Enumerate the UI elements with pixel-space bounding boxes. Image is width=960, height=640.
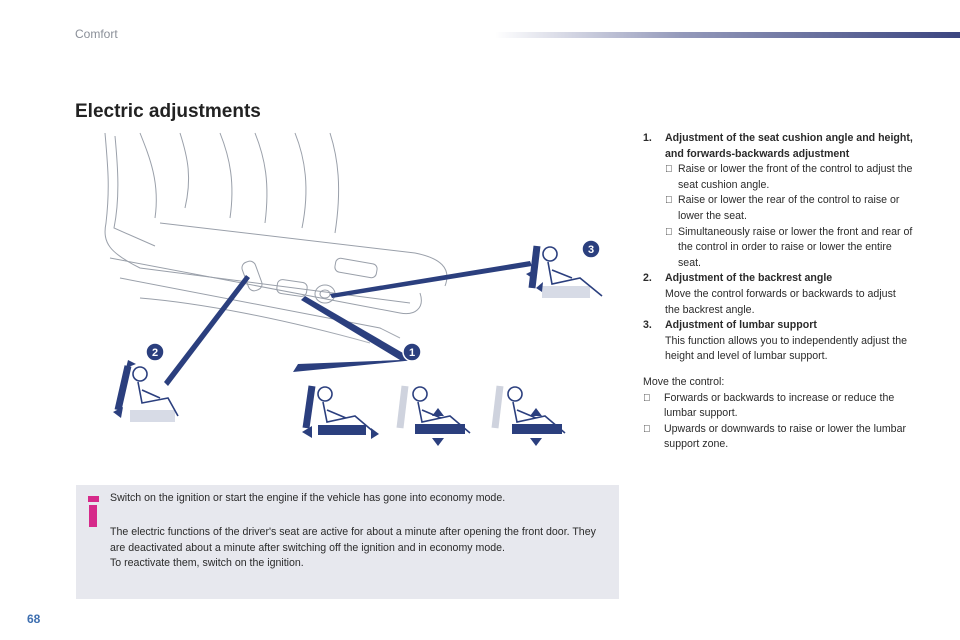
list-item: Raise or lower the rear of the control to raise or lower the seat. bbox=[665, 193, 913, 224]
move-control-section bbox=[643, 375, 913, 453]
step-heading: Adjustment of the backrest angle bbox=[665, 272, 833, 285]
step-heading: Adjustment of lumbar support bbox=[665, 319, 817, 332]
callout-3 bbox=[582, 240, 600, 258]
page-title: Electric adjustments bbox=[75, 101, 261, 122]
step-3 bbox=[643, 318, 913, 365]
bullet-icon bbox=[665, 193, 673, 209]
bullet-icon bbox=[665, 162, 673, 178]
list-item: Simultaneously raise or lower the front and rear of the control in order to raise or lower the entire seat. bbox=[665, 225, 913, 272]
step-number: 1. bbox=[643, 132, 652, 144]
step-text: This function allows you to independently adjust the height and level of lumbar support. bbox=[665, 334, 908, 363]
seat-drawing bbox=[105, 133, 447, 343]
step-heading: Adjustment of the seat cushion angle and height, and forwards-backwards adjustment bbox=[665, 132, 913, 160]
bullet-icon bbox=[643, 422, 651, 438]
info-icon bbox=[87, 496, 100, 527]
step-number: 3. bbox=[643, 319, 652, 332]
pictogram-cushion-angle bbox=[302, 386, 379, 439]
move-control-intro: Move the control: bbox=[643, 375, 725, 388]
page-number: 68 bbox=[27, 612, 41, 626]
svg-text:1: 1 bbox=[408, 347, 416, 359]
step-1 bbox=[643, 131, 913, 271]
callout-2 bbox=[146, 343, 164, 361]
list-item: Upwards or downwards to raise or lower the lumbar support zone. bbox=[643, 422, 913, 453]
callout-1 bbox=[403, 343, 421, 361]
list-item: Forwards or backwards to increase or reduce the lumbar support. bbox=[643, 391, 913, 422]
pictogram-backrest-angle bbox=[113, 360, 178, 422]
list-item: Raise or lower the front of the control to adjust the seat cushion angle. bbox=[665, 162, 913, 193]
svg-text:2: 2 bbox=[151, 347, 159, 359]
bullet-icon bbox=[643, 391, 651, 407]
pictogram-seat-height bbox=[400, 386, 470, 446]
note-text: Switch on the ignition or start the engine if the vehicle has gone into economy mode. bbox=[110, 492, 506, 504]
info-note bbox=[76, 485, 619, 599]
pointer-3 bbox=[330, 261, 532, 298]
bullet-icon bbox=[665, 225, 673, 241]
section-label: Comfort bbox=[75, 27, 118, 41]
pictogram-seat-raise-lower bbox=[495, 386, 565, 446]
svg-text:3: 3 bbox=[587, 244, 595, 256]
step-text: Move the control forwards or backwards to adjust the backrest angle. bbox=[665, 287, 896, 316]
header-bar bbox=[495, 32, 960, 38]
seat-adjustment-illustration bbox=[80, 128, 610, 450]
instructions-column bbox=[643, 131, 913, 453]
note-text: The electric functions of the driver's seat are active for about a minute after opening the front door. They are deactivated about a minute after switching off the ignition and in economy mode. To reactivate them, switch on the ignition. bbox=[110, 526, 596, 569]
step-2 bbox=[643, 271, 913, 318]
step-number: 2. bbox=[643, 272, 652, 285]
